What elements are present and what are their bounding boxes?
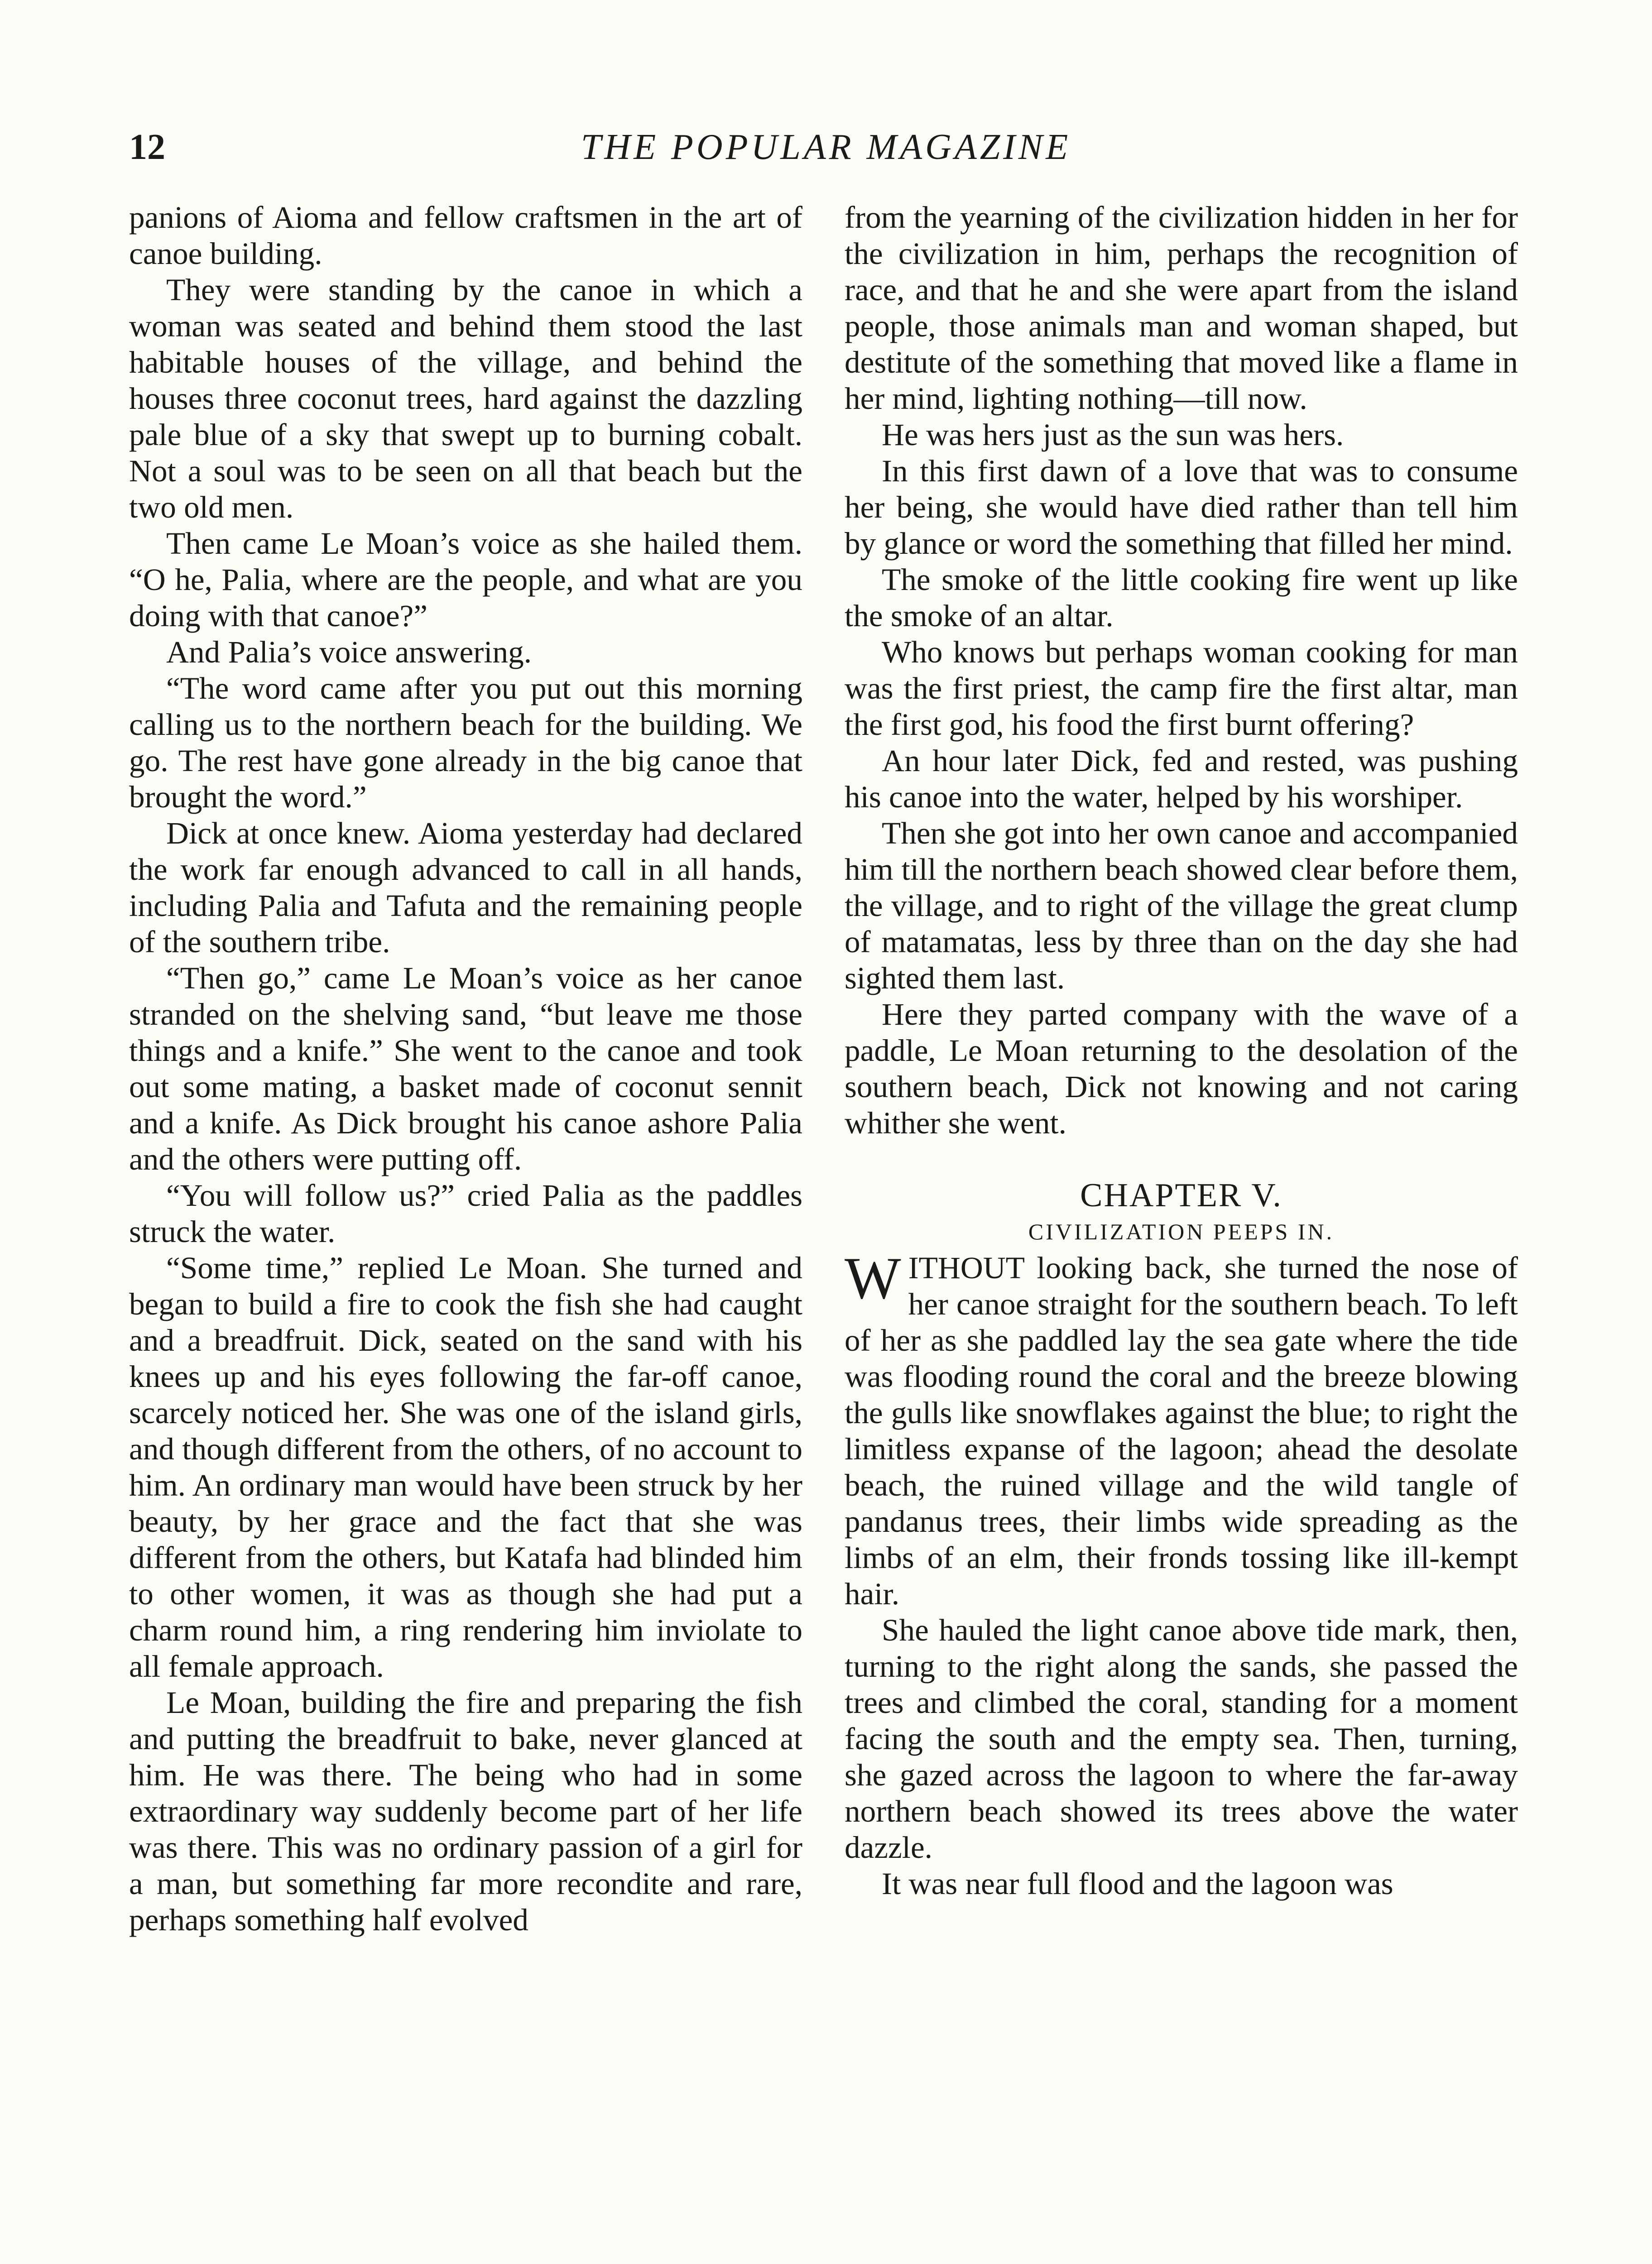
opening-text: ITHOUT looking back, she turned the nose of her canoe straight for the southern beach. To left of her as she paddled lay the sea gate where the tide was flooding round the coral and the breeze blowing the gulls like snowflakes against the blue; to right the limitless expanse of the lagoon; ahead the desolate beach, the ruined village and the wild tangle of pandanus trees, their limbs wide spreading as the limbs of an elm, their fronds tossing like ill-kempt hair. xyxy=(845,1250,1518,1611)
paragraph: He was hers just as the sun was hers. xyxy=(882,417,1344,452)
paragraph: panions of Aioma and fellow craftsmen in the art of canoe building. xyxy=(129,200,802,271)
paragraph: In this first dawn of a love that was to consume her being, she would have died rather than tell him by glance or word the something that filled her mind. xyxy=(845,453,1518,561)
paragraph: And Palia’s voice answering. xyxy=(166,634,532,669)
chapter-opening-paragraph xyxy=(845,1245,1518,1612)
right-column xyxy=(845,199,1518,2264)
paragraph: Then she got into her own canoe and accompanied him till the northern beach showed clear before them, the village, and to right of the village the great clump of matamatas, less by three than on the day she had sighted them last. xyxy=(845,815,1518,995)
paragraph: “Then go,” came Le Moan’s voice as her canoe stranded on the shelving sand, “but leave me those things and a knife.” She went to the canoe and took out some mating, a basket made of coconut sennit and a knife. As Dick brought his canoe ashore Palia and the others were putting off. xyxy=(129,960,802,1176)
paragraph: It was near full flood and the lagoon was xyxy=(882,1866,1393,1901)
paragraph: “Some time,” replied Le Moan. She turned and began to build a fire to cook the fish she had caught and a breadfruit. Dick, seated on the sand with his knees up and his eyes following the far-off canoe, scarcely noticed her. She was one of the island girls, and though different from the others, of no account to him. An ordinary man would have been struck by her beauty, by her grace and the fact that she was different from the others, but Katafa had blinded him to other women, it was as though she had put a charm round him, a ring rendering him inviolate to all female approach. xyxy=(129,1250,802,1684)
paragraph: An hour later Dick, fed and rested, was pushing his canoe into the water, helped by his worshiper. xyxy=(845,743,1518,814)
chapter-title: CHAPTER V. xyxy=(1080,1177,1282,1214)
paragraph: Dick at once knew. Aioma yesterday had declared the work far enough advanced to call in all hands, including Palia and Tafuta and the remaining people of the southern tribe. xyxy=(129,815,802,959)
paragraph: from the yearning of the civilization hidden in her for the civilization in him, perhaps the recognition of race, and that he and she were apart from the island people, those animals man and woman shaped, but destitute of the something that moved like a flame in her mind, lighting nothing—till now. xyxy=(845,200,1518,416)
paragraph: She hauled the light canoe above tide mark, then, turning to the right along the sands, she passed the trees and climbed the coral, standing for a moment facing the south and the empty sea. Then, turning, she gazed across the lagoon to where the far-away northern beach showed its trees above the water dazzle. xyxy=(845,1612,1518,1865)
page-number: 12 xyxy=(129,127,165,167)
left-column xyxy=(129,199,802,2264)
chapter-subtitle: CIVILIZATION PEEPS IN. xyxy=(1028,1219,1335,1244)
paragraph: Le Moan, building the fire and preparing the fish and putting the breadfruit to bake, never glanced at him. He was there. The being who had in some extraordinary way suddenly become part of her life was there. This was no ordinary passion of a girl for a man, but something far more recondite and rare, perhaps something half evolved xyxy=(129,1685,802,1937)
paragraph: Here they parted company with the wave of a paddle, Le Moan returning to the desolation of the southern beach, Dick not knowing and not caring whither she went. xyxy=(845,997,1518,1140)
page-header xyxy=(129,122,1523,172)
drop-cap: W xyxy=(845,1245,901,1311)
paragraph: “You will follow us?” cried Palia as the paddles struck the water. xyxy=(129,1178,802,1249)
paragraph: They were standing by the canoe in which a woman was seated and behind them stood the last habitable houses of the village, and behind the houses three coconut trees, hard against the dazzling pale blue of a sky that swept up to burning cobalt. Not a soul was to be seen on all that beach but the two old men. xyxy=(129,272,802,524)
paragraph: Who knows but perhaps woman cooking for man was the first priest, the camp fire the first altar, man the first god, his food the first burnt offering? xyxy=(845,634,1518,742)
paragraph: Then came Le Moan’s voice as she hailed them. “O he, Palia, where are the people, and what are you doing with that canoe?” xyxy=(129,526,802,633)
running-head: THE POPULAR MAGAZINE xyxy=(581,127,1071,167)
paragraph: The smoke of the little cooking fire went up like the smoke of an altar. xyxy=(845,562,1518,633)
paragraph: “The word came after you put out this morning calling us to the northern beach for the building. We go. The rest have gone already in the big canoe that brought the word.” xyxy=(129,671,802,814)
